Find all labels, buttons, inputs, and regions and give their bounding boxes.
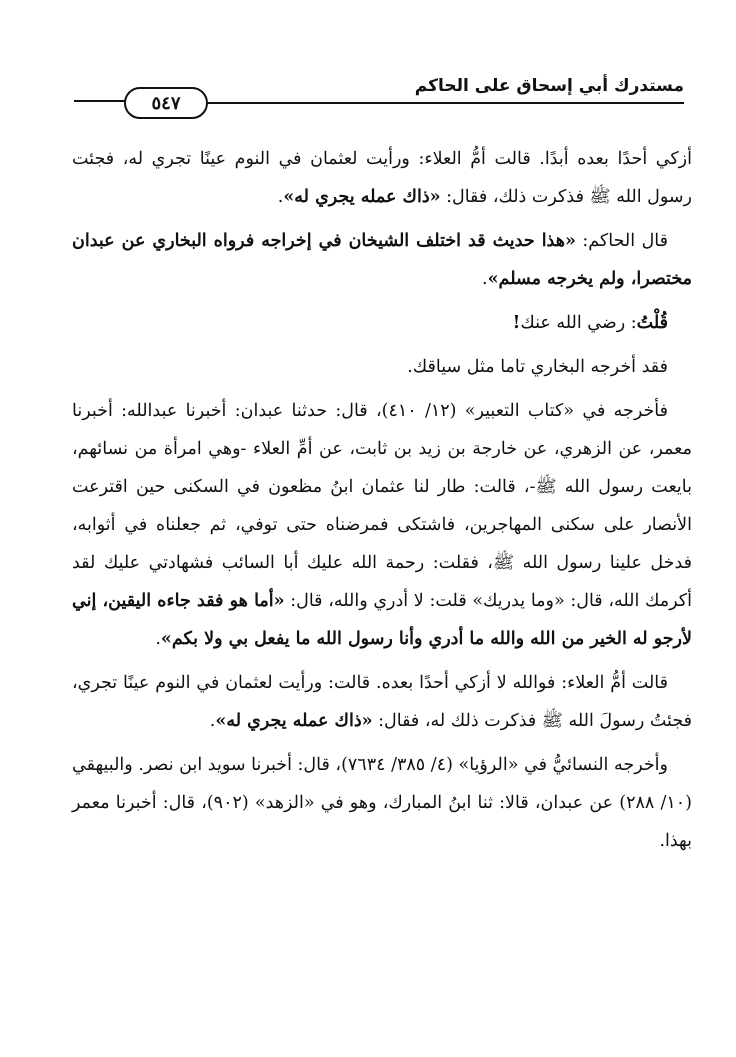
paragraph-4-text: فقد أخرجه البخاري تاما مثل سياقك. bbox=[407, 357, 668, 377]
page-number-badge: ٥٤٧ bbox=[124, 87, 208, 119]
paragraph-2-bold: «هذا حديث قد اختلف الشيخان في إخراجه فرواه البخاري عن عبدان مختصرا، ولم يخرجه مسلم» bbox=[72, 231, 692, 289]
paragraph-6 bbox=[72, 664, 692, 740]
paragraph-5-end: . bbox=[155, 629, 161, 649]
paragraph-1-bold: «ذاك عمله يجري له» bbox=[283, 187, 441, 207]
paragraph-1 bbox=[72, 140, 692, 216]
header-rule-tail bbox=[74, 100, 126, 102]
paragraph-3 bbox=[72, 304, 692, 342]
paragraph-7-text: وأخرجه النسائيُّ في «الرؤيا» (٤/ ٣٨٥/ ٧٦٣٤)، قال: أخبرنا سويد ابن نصر. والبيهقي (١٠/ ٢٨٨) عن عبدان، قالا: ثنا ابنُ المبارك، وهو في «الزهد» (٩٠٢)، قال: أخبرنا معمر بهذا. bbox=[72, 755, 692, 851]
main-text bbox=[72, 140, 692, 866]
paragraph-1-text: أزكي أحدًا بعده أبدًا. قالت أمُّ العلاء: ورأيت لعثمان في النوم عينًا تجري له، فجئت رسول الله ﷺ فذكرت ذلك، فقال: bbox=[72, 149, 692, 207]
paragraph-5 bbox=[72, 392, 692, 658]
running-header bbox=[72, 70, 684, 120]
paragraph-6-end: . bbox=[209, 711, 216, 731]
paragraph-2-text: قال الحاكم: bbox=[575, 231, 668, 251]
paragraph-2 bbox=[72, 222, 692, 298]
paragraph-4 bbox=[72, 348, 692, 386]
paragraph-1-end: . bbox=[277, 187, 284, 207]
paragraph-3-text: : رضي الله عنك bbox=[520, 313, 637, 333]
header-rule bbox=[182, 102, 684, 104]
paragraph-3-bold: ! bbox=[512, 313, 521, 333]
paragraph-5-text: فأخرجه في «كتاب التعبير» (١٢/ ٤١٠)، قال: حدثنا عبدان: أخبرنا عبدالله: أخبرنا معمر، عن الزهري، عن خارجة بن زيد بن ثابت، عن أمِّ العلاء -وهي امرأة من نسائهم، بايعت رسول الله ﷺ-، قالت: طار لنا عثمان ابنُ مظعون في السكنى حين اقترعت الأنصار على سكنى المهاجرين، فاشتكى فمرضناه حتى توفي، ثم جعلناه في أثوابه، فدخل علينا رسول الله ﷺ، فقلت: رحمة الله عليك أبا السائب فشهادتي عليك لقد أكرمك الله، قال: «وما يدريك» قلت: لا أدري والله، قال: bbox=[72, 401, 692, 611]
paragraph-6-bold: «ذاك عمله يجري له» bbox=[215, 711, 373, 731]
qultu-label: قُلْتُ bbox=[636, 313, 668, 333]
paragraph-7 bbox=[72, 746, 692, 860]
paragraph-6-text: قالت أمُّ العلاء: فوالله لا أزكي أحدًا بعده. قالت: ورأيت لعثمان في النوم عينًا تجري، فجئتُ رسولَ الله ﷺ فذكرت ذلك له، فقال: bbox=[72, 673, 692, 731]
paragraph-2-end: . bbox=[482, 269, 488, 289]
paragraph-5-bold: «أما هو فقد جاءه اليقين، إني لأرجو له الخير من الله والله ما أدري وأنا رسول الله ما يفعل بي ولا بكم» bbox=[72, 591, 692, 649]
header-title: مستدرك أبي إسحاق على الحاكم bbox=[414, 76, 684, 96]
